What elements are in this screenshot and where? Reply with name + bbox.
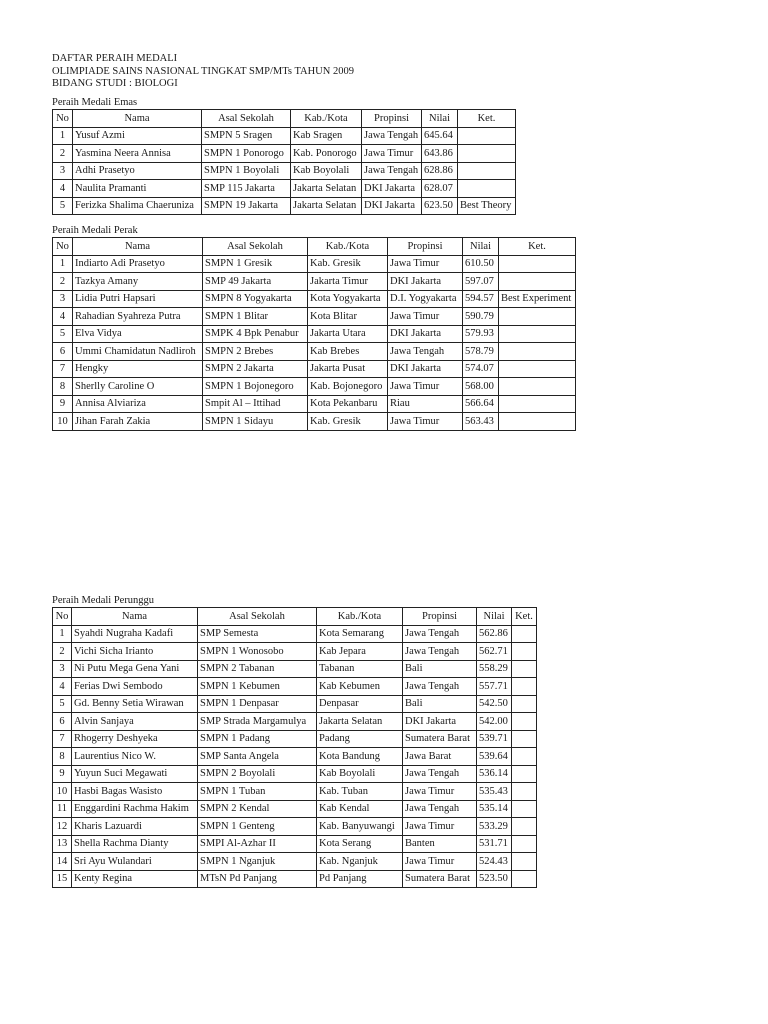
header-subject: BIDANG STUDI : BIOLOGI (52, 78, 178, 89)
column-header-nilai: Nilai (422, 110, 458, 128)
cell-propinsi: Jawa Tengah (403, 765, 477, 783)
cell-nama: Adhi Prasetyo (73, 162, 202, 180)
cell-propinsi: DKI Jakarta (388, 360, 463, 378)
cell-propinsi: Jawa Tengah (403, 800, 477, 818)
cell-asal-sekolah: SMPK 4 Bpk Penabur (203, 325, 308, 343)
cell-no: 1 (53, 625, 72, 643)
column-header-ket: Ket. (458, 110, 516, 128)
cell-asal-sekolah: SMP Semesta (198, 625, 317, 643)
cell-propinsi: DKI Jakarta (362, 197, 422, 215)
cell-kab-kota: Kota Pekanbaru (308, 395, 388, 413)
cell-nilai: 645.64 (422, 127, 458, 145)
table-row (53, 127, 516, 145)
column-header-nama: Nama (73, 110, 202, 128)
column-header-kab-kota: Kab./Kota (308, 238, 388, 256)
cell-nilai: 597.07 (463, 273, 499, 291)
cell-kab-kota: Kab. Gresik (308, 413, 388, 431)
cell-nama: Kenty Regina (72, 870, 198, 888)
cell-propinsi: DKI Jakarta (362, 180, 422, 198)
column-header-no: No (53, 110, 73, 128)
cell-ket (458, 127, 516, 145)
cell-kab-kota: Kota Serang (317, 835, 403, 853)
cell-no: 11 (53, 800, 72, 818)
cell-nilai: 610.50 (463, 255, 499, 273)
cell-nama: Indiarto Adi Prasetyo (73, 255, 203, 273)
cell-propinsi: Jawa Timur (388, 255, 463, 273)
cell-no: 6 (53, 713, 72, 731)
cell-no: 2 (53, 273, 73, 291)
cell-nama: Jihan Farah Zakia (73, 413, 203, 431)
cell-propinsi: DKI Jakarta (403, 713, 477, 731)
cell-nilai: 562.71 (477, 643, 512, 661)
table-row (53, 853, 537, 871)
cell-asal-sekolah: SMPN 1 Ponorogo (202, 145, 291, 163)
cell-no: 7 (53, 730, 72, 748)
table-row (53, 660, 537, 678)
cell-propinsi: Riau (388, 395, 463, 413)
cell-no: 8 (53, 378, 73, 396)
cell-no: 12 (53, 818, 72, 836)
cell-ket (512, 765, 537, 783)
cell-ket (499, 325, 576, 343)
cell-propinsi: Jawa Tengah (362, 162, 422, 180)
table-row (53, 145, 516, 163)
table-row (53, 783, 537, 801)
cell-no: 3 (53, 162, 73, 180)
cell-asal-sekolah: SMPN 5 Sragen (202, 127, 291, 145)
cell-asal-sekolah: SMPN 1 Nganjuk (198, 853, 317, 871)
table-row (53, 308, 576, 326)
cell-ket (499, 378, 576, 396)
cell-ket (512, 713, 537, 731)
cell-nilai: 628.86 (422, 162, 458, 180)
cell-propinsi: DKI Jakarta (388, 273, 463, 291)
column-header-asal-sekolah: Asal Sekolah (198, 608, 317, 626)
column-header-nama: Nama (72, 608, 198, 626)
column-header-nama: Nama (73, 238, 203, 256)
cell-kab-kota: Jakarta Selatan (291, 197, 362, 215)
cell-kab-kota: Kab Boyolali (317, 765, 403, 783)
cell-nama: Yuyun Suci Megawati (72, 765, 198, 783)
cell-kab-kota: Denpasar (317, 695, 403, 713)
cell-no: 4 (53, 678, 72, 696)
cell-no: 10 (53, 783, 72, 801)
cell-asal-sekolah: SMPN 1 Blitar (203, 308, 308, 326)
cell-ket (458, 180, 516, 198)
cell-kab-kota: Kota Blitar (308, 308, 388, 326)
cell-propinsi: Sumatera Barat (403, 870, 477, 888)
cell-asal-sekolah: SMPN 1 Bojonegoro (203, 378, 308, 396)
cell-kab-kota: Kab. Gresik (308, 255, 388, 273)
cell-kab-kota: Jakarta Selatan (317, 713, 403, 731)
table-header-row (53, 238, 576, 256)
cell-nilai: 566.64 (463, 395, 499, 413)
cell-propinsi: Sumatera Barat (403, 730, 477, 748)
column-header-propinsi: Propinsi (388, 238, 463, 256)
cell-no: 2 (53, 643, 72, 661)
table-row (53, 748, 537, 766)
cell-asal-sekolah: SMP 49 Jakarta (203, 273, 308, 291)
cell-ket (499, 343, 576, 361)
cell-asal-sekolah: SMPN 2 Boyolali (198, 765, 317, 783)
cell-nama: Sri Ayu Wulandari (72, 853, 198, 871)
cell-ket (499, 413, 576, 431)
cell-nilai: 579.93 (463, 325, 499, 343)
cell-asal-sekolah: SMPN 1 Wonosobo (198, 643, 317, 661)
cell-nilai: 539.71 (477, 730, 512, 748)
cell-nilai: 578.79 (463, 343, 499, 361)
cell-nama: Elva Vidya (73, 325, 203, 343)
cell-no: 15 (53, 870, 72, 888)
cell-nilai: 535.14 (477, 800, 512, 818)
cell-no: 3 (53, 660, 72, 678)
cell-asal-sekolah: SMP Strada Margamulya (198, 713, 317, 731)
cell-no: 2 (53, 145, 73, 163)
column-header-nilai: Nilai (463, 238, 499, 256)
column-header-propinsi: Propinsi (362, 110, 422, 128)
cell-kab-kota: Jakarta Selatan (291, 180, 362, 198)
cell-kab-kota: Kab Sragen (291, 127, 362, 145)
cell-kab-kota: Kab. Tuban (317, 783, 403, 801)
cell-ket (458, 162, 516, 180)
table-header-row (53, 608, 537, 626)
cell-ket (512, 783, 537, 801)
cell-ket (512, 853, 537, 871)
cell-nama: Laurentius Nico W. (72, 748, 198, 766)
cell-nilai: 590.79 (463, 308, 499, 326)
cell-nilai: 524.43 (477, 853, 512, 871)
cell-kab-kota: Kota Semarang (317, 625, 403, 643)
column-header-ket: Ket. (499, 238, 576, 256)
cell-nilai: 533.29 (477, 818, 512, 836)
cell-nilai: 539.64 (477, 748, 512, 766)
column-header-kab-kota: Kab./Kota (317, 608, 403, 626)
cell-asal-sekolah: SMPN 2 Kendal (198, 800, 317, 818)
cell-kab-kota: Jakarta Timur (308, 273, 388, 291)
bronze-medal-table (52, 607, 537, 888)
cell-kab-kota: Kab. Ponorogo (291, 145, 362, 163)
cell-propinsi: Jawa Timur (388, 413, 463, 431)
cell-asal-sekolah: SMPN 2 Brebes (203, 343, 308, 361)
cell-nilai: 542.00 (477, 713, 512, 731)
table-row (53, 643, 537, 661)
cell-nama: Kharis Lazuardi (72, 818, 198, 836)
cell-nilai: 542.50 (477, 695, 512, 713)
cell-ket (512, 818, 537, 836)
cell-asal-sekolah: SMPN 1 Denpasar (198, 695, 317, 713)
cell-nama: Yasmina Neera Annisa (73, 145, 202, 163)
cell-nama: Hengky (73, 360, 203, 378)
cell-no: 13 (53, 835, 72, 853)
cell-asal-sekolah: SMPN 1 Boyolali (202, 162, 291, 180)
cell-no: 14 (53, 853, 72, 871)
column-header-asal-sekolah: Asal Sekolah (202, 110, 291, 128)
cell-ket (512, 625, 537, 643)
table-row (53, 162, 516, 180)
column-header-no: No (53, 608, 72, 626)
cell-ket (499, 273, 576, 291)
cell-asal-sekolah: SMPN 1 Sidayu (203, 413, 308, 431)
cell-nilai: 628.07 (422, 180, 458, 198)
cell-nama: Naulita Pramanti (73, 180, 202, 198)
table-header-row (53, 110, 516, 128)
table-row (53, 395, 576, 413)
cell-kab-kota: Kab Boyolali (291, 162, 362, 180)
cell-propinsi: Bali (403, 660, 477, 678)
cell-propinsi: Jawa Timur (388, 378, 463, 396)
cell-nama: Hasbi Bagas Wasisto (72, 783, 198, 801)
table-row (53, 378, 576, 396)
cell-ket: Best Theory (458, 197, 516, 215)
cell-no: 9 (53, 395, 73, 413)
cell-nama: Ferizka Shalima Chaeruniza (73, 197, 202, 215)
table-row (53, 290, 576, 308)
cell-no: 8 (53, 748, 72, 766)
cell-propinsi: Bali (403, 695, 477, 713)
table-row (53, 870, 537, 888)
cell-nilai: 623.50 (422, 197, 458, 215)
table-row (53, 800, 537, 818)
table-row (53, 835, 537, 853)
cell-propinsi: Jawa Tengah (403, 625, 477, 643)
cell-nama: Syahdi Nugraha Kadafi (72, 625, 198, 643)
cell-propinsi: Jawa Barat (403, 748, 477, 766)
cell-no: 10 (53, 413, 73, 431)
cell-nilai: 568.00 (463, 378, 499, 396)
cell-asal-sekolah: SMP 115 Jakarta (202, 180, 291, 198)
table-row (53, 765, 537, 783)
document-header (52, 53, 354, 91)
cell-propinsi: Banten (403, 835, 477, 853)
table-row (53, 197, 516, 215)
table-row (53, 255, 576, 273)
cell-no: 4 (53, 180, 73, 198)
cell-propinsi: Jawa Tengah (403, 678, 477, 696)
cell-propinsi: D.I. Yogyakarta (388, 290, 463, 308)
cell-propinsi: Jawa Timur (403, 783, 477, 801)
cell-asal-sekolah: SMPN 1 Gresik (203, 255, 308, 273)
cell-kab-kota: Kota Bandung (317, 748, 403, 766)
column-header-ket: Ket. (512, 608, 537, 626)
cell-ket (499, 308, 576, 326)
table-row (53, 678, 537, 696)
cell-kab-kota: Kab Brebes (308, 343, 388, 361)
cell-kab-kota: Kab Kendal (317, 800, 403, 818)
table-row (53, 273, 576, 291)
cell-nama: Lidia Putri Hapsari (73, 290, 203, 308)
cell-kab-kota: Pd Panjang (317, 870, 403, 888)
cell-kab-kota: Jakarta Pusat (308, 360, 388, 378)
cell-nama: Shella Rachma Dianty (72, 835, 198, 853)
column-header-propinsi: Propinsi (403, 608, 477, 626)
cell-asal-sekolah: SMPN 1 Tuban (198, 783, 317, 801)
cell-nilai: 531.71 (477, 835, 512, 853)
cell-ket (499, 360, 576, 378)
cell-propinsi: Jawa Timur (388, 308, 463, 326)
cell-kab-kota: Jakarta Utara (308, 325, 388, 343)
cell-ket (512, 643, 537, 661)
cell-ket (512, 835, 537, 853)
cell-asal-sekolah: SMPI Al-Azhar II (198, 835, 317, 853)
cell-ket (499, 255, 576, 273)
cell-asal-sekolah: MTsN Pd Panjang (198, 870, 317, 888)
cell-no: 6 (53, 343, 73, 361)
table-row (53, 818, 537, 836)
cell-nilai: 594.57 (463, 290, 499, 308)
cell-asal-sekolah: SMPN 1 Genteng (198, 818, 317, 836)
gold-medal-table (52, 109, 516, 215)
table-row (53, 625, 537, 643)
cell-nama: Vichi Sicha Irianto (72, 643, 198, 661)
cell-propinsi: Jawa Timur (403, 818, 477, 836)
cell-nama: Ni Putu Mega Gena Yani (72, 660, 198, 678)
cell-ket (499, 395, 576, 413)
cell-nilai: 535.43 (477, 783, 512, 801)
cell-no: 4 (53, 308, 73, 326)
column-header-kab-kota: Kab./Kota (291, 110, 362, 128)
cell-nilai: 563.43 (463, 413, 499, 431)
cell-propinsi: DKI Jakarta (388, 325, 463, 343)
cell-kab-kota: Kab. Bojonegoro (308, 378, 388, 396)
cell-propinsi: Jawa Timur (362, 145, 422, 163)
cell-nilai: 643.86 (422, 145, 458, 163)
cell-kab-kota: Kab Kebumen (317, 678, 403, 696)
column-header-no: No (53, 238, 73, 256)
column-header-nilai: Nilai (477, 608, 512, 626)
cell-ket (458, 145, 516, 163)
cell-nama: Rahadian Syahreza Putra (73, 308, 203, 326)
cell-propinsi: Jawa Tengah (388, 343, 463, 361)
cell-no: 5 (53, 325, 73, 343)
cell-no: 3 (53, 290, 73, 308)
cell-asal-sekolah: SMPN 8 Yogyakarta (203, 290, 308, 308)
header-title: DAFTAR PERAIH MEDALI (52, 53, 178, 64)
cell-nilai: 558.29 (477, 660, 512, 678)
silver-medal-table (52, 237, 576, 431)
table-row (53, 730, 537, 748)
bronze-caption: Peraih Medali Perunggu (52, 595, 155, 606)
cell-no: 9 (53, 765, 72, 783)
cell-nama: Gd. Benny Setia Wirawan (72, 695, 198, 713)
cell-nilai: 557.71 (477, 678, 512, 696)
cell-no: 5 (53, 197, 73, 215)
cell-nama: Enggardini Rachma Hakim (72, 800, 198, 818)
cell-asal-sekolah: SMPN 1 Kebumen (198, 678, 317, 696)
cell-nama: Sherlly Caroline O (73, 378, 203, 396)
cell-ket (512, 678, 537, 696)
table-row (53, 360, 576, 378)
cell-ket (512, 870, 537, 888)
cell-nama: Rhogerry Deshyeka (72, 730, 198, 748)
cell-asal-sekolah: SMP Santa Angela (198, 748, 317, 766)
cell-ket (512, 748, 537, 766)
cell-kab-kota: Kab. Banyuwangi (317, 818, 403, 836)
cell-asal-sekolah: SMPN 2 Jakarta (203, 360, 308, 378)
cell-ket: Best Experiment (499, 290, 576, 308)
table-row (53, 695, 537, 713)
cell-nama: Alvin Sanjaya (72, 713, 198, 731)
table-row (53, 713, 537, 731)
cell-nilai: 536.14 (477, 765, 512, 783)
column-header-asal-sekolah: Asal Sekolah (203, 238, 308, 256)
cell-no: 5 (53, 695, 72, 713)
cell-ket (512, 730, 537, 748)
cell-nama: Tazkya Amany (73, 273, 203, 291)
cell-no: 7 (53, 360, 73, 378)
cell-nama: Annisa Alviariza (73, 395, 203, 413)
cell-kab-kota: Tabanan (317, 660, 403, 678)
cell-kab-kota: Padang (317, 730, 403, 748)
cell-nama: Yusuf Azmi (73, 127, 202, 145)
cell-no: 1 (53, 255, 73, 273)
cell-asal-sekolah: SMPN 2 Tabanan (198, 660, 317, 678)
cell-no: 1 (53, 127, 73, 145)
cell-kab-kota: Kab Jepara (317, 643, 403, 661)
cell-nama: Ummi Chamidatun Nadliroh (73, 343, 203, 361)
cell-asal-sekolah: Smpit Al – Ittihad (203, 395, 308, 413)
table-row (53, 180, 516, 198)
cell-asal-sekolah: SMPN 1 Padang (198, 730, 317, 748)
cell-nilai: 523.50 (477, 870, 512, 888)
header-event: OLIMPIADE SAINS NASIONAL TINGKAT SMP/MTs TAHUN 2009 (52, 65, 354, 77)
table-row (53, 343, 576, 361)
cell-ket (512, 660, 537, 678)
cell-propinsi: Jawa Tengah (403, 643, 477, 661)
cell-kab-kota: Kab. Nganjuk (317, 853, 403, 871)
cell-nilai: 562.86 (477, 625, 512, 643)
cell-nama: Ferias Dwi Sembodo (72, 678, 198, 696)
silver-caption: Peraih Medali Perak (52, 225, 138, 236)
cell-propinsi: Jawa Timur (403, 853, 477, 871)
cell-propinsi: Jawa Tengah (362, 127, 422, 145)
table-row (53, 413, 576, 431)
cell-kab-kota: Kota Yogyakarta (308, 290, 388, 308)
cell-asal-sekolah: SMPN 19 Jakarta (202, 197, 291, 215)
cell-ket (512, 800, 537, 818)
gold-caption: Peraih Medali Emas (52, 97, 138, 108)
table-row (53, 325, 576, 343)
cell-ket (512, 695, 537, 713)
cell-nilai: 574.07 (463, 360, 499, 378)
